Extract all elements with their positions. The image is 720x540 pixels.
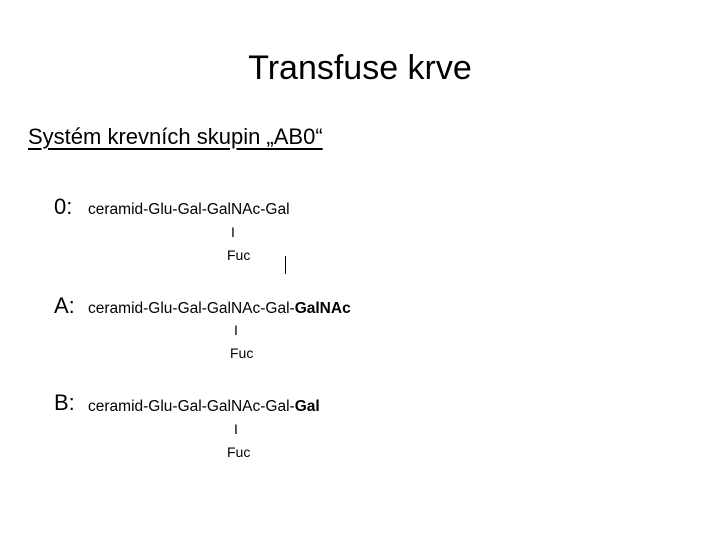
group-0-label: 0:: [54, 194, 73, 219]
group-a-label: A:: [54, 293, 75, 318]
group-b-branch-fucose: Fuc: [227, 444, 251, 460]
group-0-chain-base: ceramid-Glu-Gal-GalNAc-Gal: [88, 201, 290, 218]
group-b-chain: [88, 397, 320, 417]
group-b-branch-bond: I: [234, 421, 238, 437]
group-b-chain-extension: Gal: [294, 398, 320, 415]
group-a-chain-base: ceramid-Glu-Gal-GalNAc-Gal-: [88, 300, 295, 317]
group-a-chain: [88, 299, 351, 319]
group-0-branch-bond: I: [231, 224, 235, 240]
stray-bond-line: [285, 256, 286, 274]
group-0-branch-fucose: Fuc: [227, 247, 251, 263]
slide-title: Transfuse krve: [248, 49, 472, 87]
group-0-chain: [88, 200, 290, 220]
group-a-chain-extension: GalNAc: [294, 300, 351, 317]
group-a-branch-fucose: Fuc: [230, 345, 254, 361]
group-a-branch-bond: I: [234, 322, 238, 338]
group-b-chain-base: ceramid-Glu-Gal-GalNAc-Gal-: [88, 398, 295, 415]
group-b-label: B:: [54, 390, 75, 415]
slide-subtitle: Systém krevních skupin „AB0“: [28, 124, 323, 149]
